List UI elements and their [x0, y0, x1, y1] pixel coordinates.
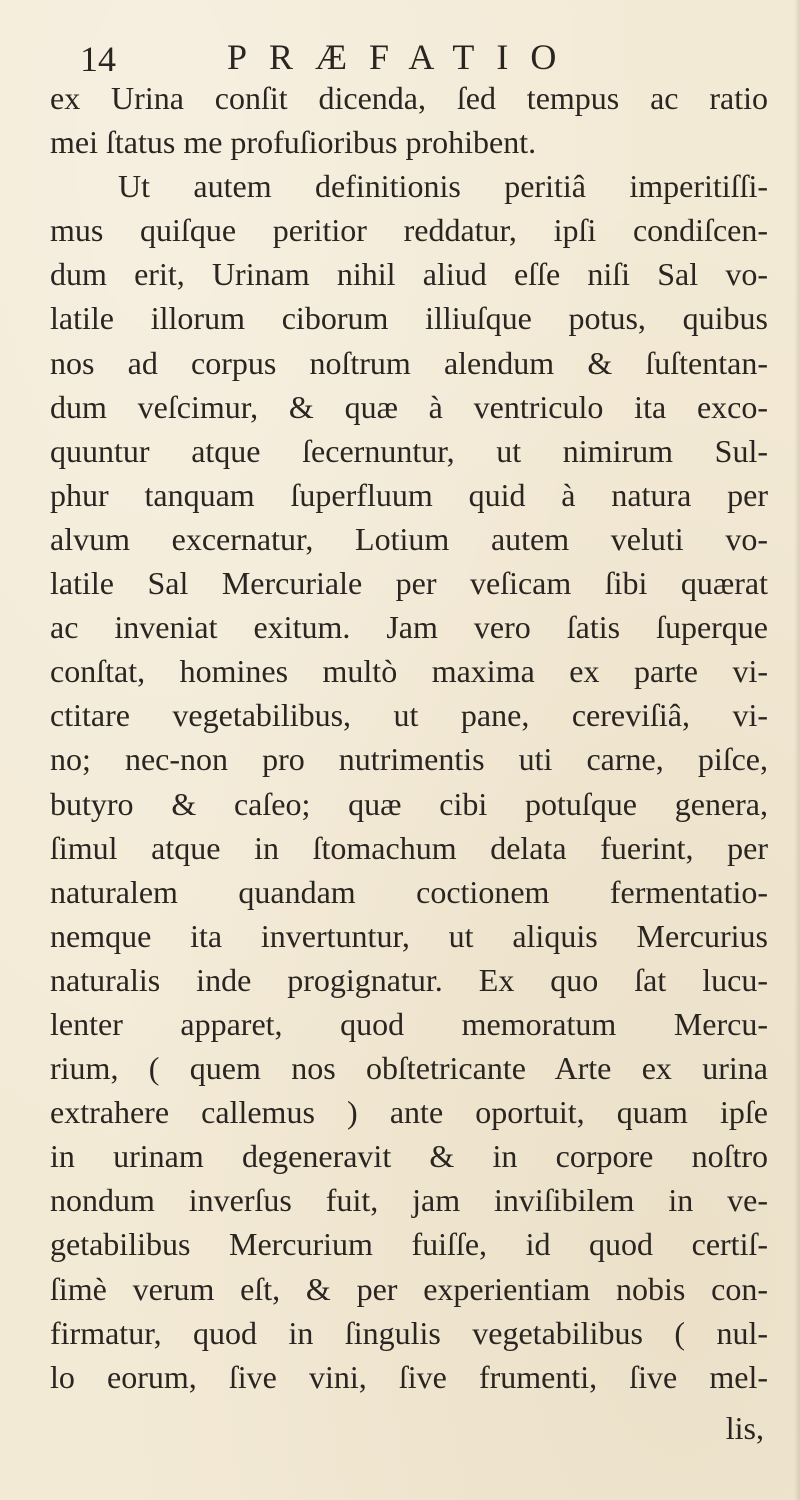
- text-line: quuntur atque ſecernuntur, ut nimirum Sul-: [50, 432, 768, 469]
- text-line: dum veſcimur, & quæ à ventriculo ita exco-: [50, 388, 768, 425]
- text-line: no; nec-non pro nutrimentis uti carne, piſce,: [50, 741, 768, 778]
- text-line: lo eorum, ſive vini, ſive frumenti, ſive mel-: [50, 1358, 768, 1395]
- text-line: firmatur, quod in ſingulis vegetabilibus ( nul-: [50, 1314, 768, 1351]
- text-line: in urinam degeneravit & in corpore noſtro: [50, 1138, 768, 1175]
- text-line: lenter apparet, quod memoratum Mercu-: [50, 1005, 768, 1042]
- text-line: butyro & caſeo; quæ cibi potuſque genera,: [50, 785, 768, 822]
- text-line: Ut autem definitionis peritiâ imperitiſſi-: [118, 168, 768, 205]
- text-line: nos ad corpus noſtrum alendum & ſuſtentan-: [50, 344, 768, 381]
- text-line: ac inveniat exitum. Jam vero ſatis ſuperque: [50, 609, 768, 646]
- body-text: [50, 76, 768, 1399]
- catchword: lis,: [725, 1410, 764, 1446]
- page-edge-shadow: [794, 0, 800, 1500]
- text-line: ex Urina conſit dicenda, ſed tempus ac ratio: [50, 80, 768, 116]
- text-line: getabilibus Mercurium fuiſſe, id quod certiſ-: [50, 1226, 768, 1263]
- text-line: rium, ( quem nos obſtetricante Arte ex urina: [50, 1050, 768, 1087]
- text-line: ſimul atque in ſtomachum delata fuerint, per: [50, 829, 768, 866]
- text-line: naturalem quandam coctionem fermentatio-: [50, 873, 768, 910]
- running-title: PRÆFATIO: [227, 37, 579, 77]
- text-line: phur tanquam ſuperfluum quid à natura per: [50, 476, 768, 513]
- text-line: latile Sal Mercuriale per veſicam ſibi quærat: [50, 565, 768, 602]
- text-line: naturalis inde progignatur. Ex quo ſat lucu-: [50, 961, 768, 998]
- text-line: nemque ita invertuntur, ut aliquis Mercurius: [50, 917, 768, 954]
- text-line: conſtat, homines multò maxima ex parte vi-: [50, 653, 768, 690]
- text-line: alvum excernatur, Lotium autem veluti vo-: [50, 520, 768, 557]
- text-line: ctitare vegetabilibus, ut pane, cereviſiâ, vi-: [50, 697, 768, 734]
- text-line: mei ſtatus me profuſioribus prohibent.: [50, 124, 537, 161]
- text-line: dum erit, Urinam nihil aliud eſſe niſi Sal vo-: [50, 256, 768, 293]
- text-line: mus quiſque peritior reddatur, ipſi condiſcen-: [50, 212, 768, 249]
- text-line: latile illorum ciborum illiuſque potus, quibus: [50, 300, 768, 337]
- page-number: 14: [80, 39, 116, 79]
- text-line: extrahere callemus ) ante oportuit, quam ipſe: [50, 1094, 768, 1131]
- text-line: nondum inverſus fuit, jam inviſibilem in ve-: [50, 1182, 768, 1219]
- text-line: ſimè verum eſt, & per experientiam nobis con-: [50, 1270, 768, 1307]
